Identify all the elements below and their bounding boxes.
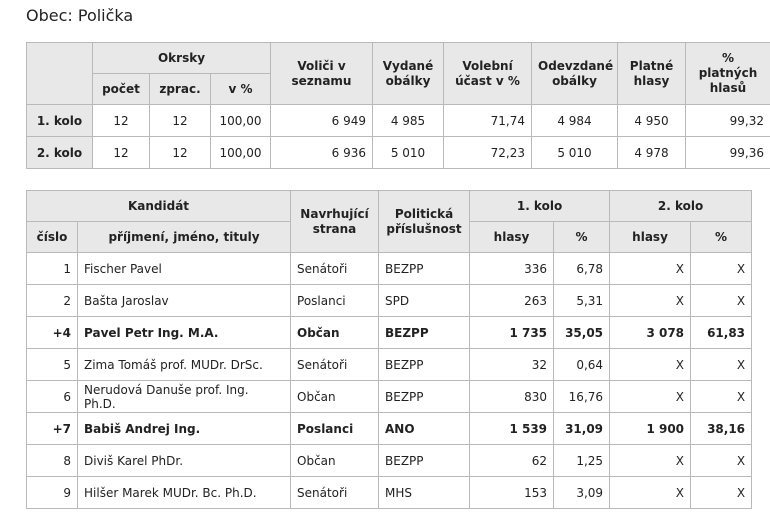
round2-percent: X bbox=[691, 349, 752, 381]
ucast-value: 72,23 bbox=[444, 137, 532, 169]
header-cislo: číslo bbox=[27, 222, 78, 253]
round1-percent: 0,64 bbox=[554, 349, 610, 381]
header-hlasy-2: hlasy bbox=[610, 222, 691, 253]
round1-votes: 830 bbox=[470, 381, 554, 413]
header-pct-platnych: % platných hlasů bbox=[686, 43, 770, 105]
header-pocet: počet bbox=[93, 74, 150, 105]
header-kolo-1: 1. kolo bbox=[470, 191, 610, 222]
round2-percent: 38,16 bbox=[691, 413, 752, 445]
candidate-number: 6 bbox=[27, 381, 78, 413]
candidate-name: Pavel Petr Ing. M.A. bbox=[78, 317, 291, 349]
round2-percent: 61,83 bbox=[691, 317, 752, 349]
header-jmeno: příjmení, jméno, tituly bbox=[78, 222, 291, 253]
turnout-table bbox=[26, 42, 770, 169]
round-label: 1. kolo bbox=[27, 105, 93, 137]
page-title: Obec: Polička bbox=[26, 6, 134, 25]
candidate-number: 5 bbox=[27, 349, 78, 381]
header-zprac: zprac. bbox=[150, 74, 211, 105]
round-label: 2. kolo bbox=[27, 137, 93, 169]
table-row bbox=[27, 253, 752, 285]
round2-percent: X bbox=[691, 253, 752, 285]
platne-value: 4 978 bbox=[618, 137, 686, 169]
candidate-number: 1 bbox=[27, 253, 78, 285]
header-platne: Platné hlasy bbox=[618, 43, 686, 105]
candidate-number: 2 bbox=[27, 285, 78, 317]
candidate-name: Hilšer Marek MUDr. Bc. Ph.D. bbox=[78, 477, 291, 509]
candidate-number: 9 bbox=[27, 477, 78, 509]
header-pct-1: % bbox=[554, 222, 610, 253]
header-vydane: Vydané obálky bbox=[373, 43, 444, 105]
header-okrsky: Okrsky bbox=[93, 43, 271, 74]
candidate-name: Bašta Jaroslav bbox=[78, 285, 291, 317]
round1-percent: 3,09 bbox=[554, 477, 610, 509]
candidate-affiliation: BEZPP bbox=[379, 317, 470, 349]
header-v-pct: v % bbox=[211, 74, 271, 105]
round2-percent: X bbox=[691, 285, 752, 317]
header-kolo-2: 2. kolo bbox=[610, 191, 752, 222]
pct-platnych-value: 99,32 bbox=[686, 105, 770, 137]
round1-votes: 336 bbox=[470, 253, 554, 285]
round1-percent: 5,31 bbox=[554, 285, 610, 317]
header-navrhujici-strana: Navrhující strana bbox=[291, 191, 379, 253]
volici-value: 6 949 bbox=[271, 105, 373, 137]
ucast-value: 71,74 bbox=[444, 105, 532, 137]
vydane-value: 4 985 bbox=[373, 105, 444, 137]
header-politicka-prislusnost: Politická příslušnost bbox=[379, 191, 470, 253]
candidate-affiliation: BEZPP bbox=[379, 349, 470, 381]
candidate-number: +7 bbox=[27, 413, 78, 445]
platne-value: 4 950 bbox=[618, 105, 686, 137]
candidate-party: Občan bbox=[291, 381, 379, 413]
round1-votes: 62 bbox=[470, 445, 554, 477]
header-pct-2: % bbox=[691, 222, 752, 253]
okrsky-pocet: 12 bbox=[93, 137, 150, 169]
header-odevzdane: Odevzdané obálky bbox=[532, 43, 618, 105]
odevzdane-value: 4 984 bbox=[532, 105, 618, 137]
table-row bbox=[27, 445, 752, 477]
round1-votes: 1 735 bbox=[470, 317, 554, 349]
candidate-affiliation: ANO bbox=[379, 413, 470, 445]
volici-value: 6 936 bbox=[271, 137, 373, 169]
candidate-number: +4 bbox=[27, 317, 78, 349]
candidate-table bbox=[26, 190, 752, 509]
round2-percent: X bbox=[691, 381, 752, 413]
round2-votes: 1 900 bbox=[610, 413, 691, 445]
candidate-party: Občan bbox=[291, 317, 379, 349]
table-row bbox=[27, 137, 770, 169]
round1-percent: 1,25 bbox=[554, 445, 610, 477]
round2-votes: X bbox=[610, 381, 691, 413]
candidate-party: Poslanci bbox=[291, 413, 379, 445]
turnout-header-row bbox=[27, 43, 770, 74]
table-row bbox=[27, 477, 752, 509]
round1-percent: 35,05 bbox=[554, 317, 610, 349]
candidate-affiliation: BEZPP bbox=[379, 381, 470, 413]
candidate-name: Babiš Andrej Ing. bbox=[78, 413, 291, 445]
round2-votes: X bbox=[610, 285, 691, 317]
candidate-name: Zima Tomáš prof. MUDr. DrSc. bbox=[78, 349, 291, 381]
okrsky-v-pct: 100,00 bbox=[211, 137, 271, 169]
round1-votes: 153 bbox=[470, 477, 554, 509]
okrsky-pocet: 12 bbox=[93, 105, 150, 137]
candidate-number: 8 bbox=[27, 445, 78, 477]
candidate-party: Poslanci bbox=[291, 285, 379, 317]
candidate-party: Senátoři bbox=[291, 349, 379, 381]
candidate-party: Senátoři bbox=[291, 253, 379, 285]
table-row bbox=[27, 285, 752, 317]
candidate-header-row bbox=[27, 191, 752, 222]
round1-percent: 31,09 bbox=[554, 413, 610, 445]
odevzdane-value: 5 010 bbox=[532, 137, 618, 169]
header-hlasy-1: hlasy bbox=[470, 222, 554, 253]
candidate-party: Senátoři bbox=[291, 477, 379, 509]
turnout-corner-cell bbox=[27, 43, 93, 105]
okrsky-zprac: 12 bbox=[150, 105, 211, 137]
candidate-affiliation: BEZPP bbox=[379, 253, 470, 285]
candidate-name: Fischer Pavel bbox=[78, 253, 291, 285]
okrsky-zprac: 12 bbox=[150, 137, 211, 169]
candidate-name: Diviš Karel PhDr. bbox=[78, 445, 291, 477]
round1-votes: 263 bbox=[470, 285, 554, 317]
round2-votes: 3 078 bbox=[610, 317, 691, 349]
header-kandidat: Kandidát bbox=[27, 191, 291, 222]
candidate-affiliation: BEZPP bbox=[379, 445, 470, 477]
table-row bbox=[27, 413, 752, 445]
table-row bbox=[27, 381, 752, 413]
table-row bbox=[27, 317, 752, 349]
candidate-affiliation: MHS bbox=[379, 477, 470, 509]
round2-votes: X bbox=[610, 253, 691, 285]
round1-votes: 1 539 bbox=[470, 413, 554, 445]
candidate-party: Občan bbox=[291, 445, 379, 477]
header-ucast: Volební účast v % bbox=[444, 43, 532, 105]
round1-percent: 16,76 bbox=[554, 381, 610, 413]
round2-votes: X bbox=[610, 477, 691, 509]
header-volici: Voliči v seznamu bbox=[271, 43, 373, 105]
okrsky-v-pct: 100,00 bbox=[211, 105, 271, 137]
round1-percent: 6,78 bbox=[554, 253, 610, 285]
table-row bbox=[27, 349, 752, 381]
candidate-affiliation: SPD bbox=[379, 285, 470, 317]
vydane-value: 5 010 bbox=[373, 137, 444, 169]
round2-votes: X bbox=[610, 445, 691, 477]
candidate-name: Nerudová Danuše prof. Ing. Ph.D. bbox=[78, 381, 291, 413]
table-row bbox=[27, 105, 770, 137]
round2-votes: X bbox=[610, 349, 691, 381]
round1-votes: 32 bbox=[470, 349, 554, 381]
pct-platnych-value: 99,36 bbox=[686, 137, 770, 169]
round2-percent: X bbox=[691, 445, 752, 477]
round2-percent: X bbox=[691, 477, 752, 509]
